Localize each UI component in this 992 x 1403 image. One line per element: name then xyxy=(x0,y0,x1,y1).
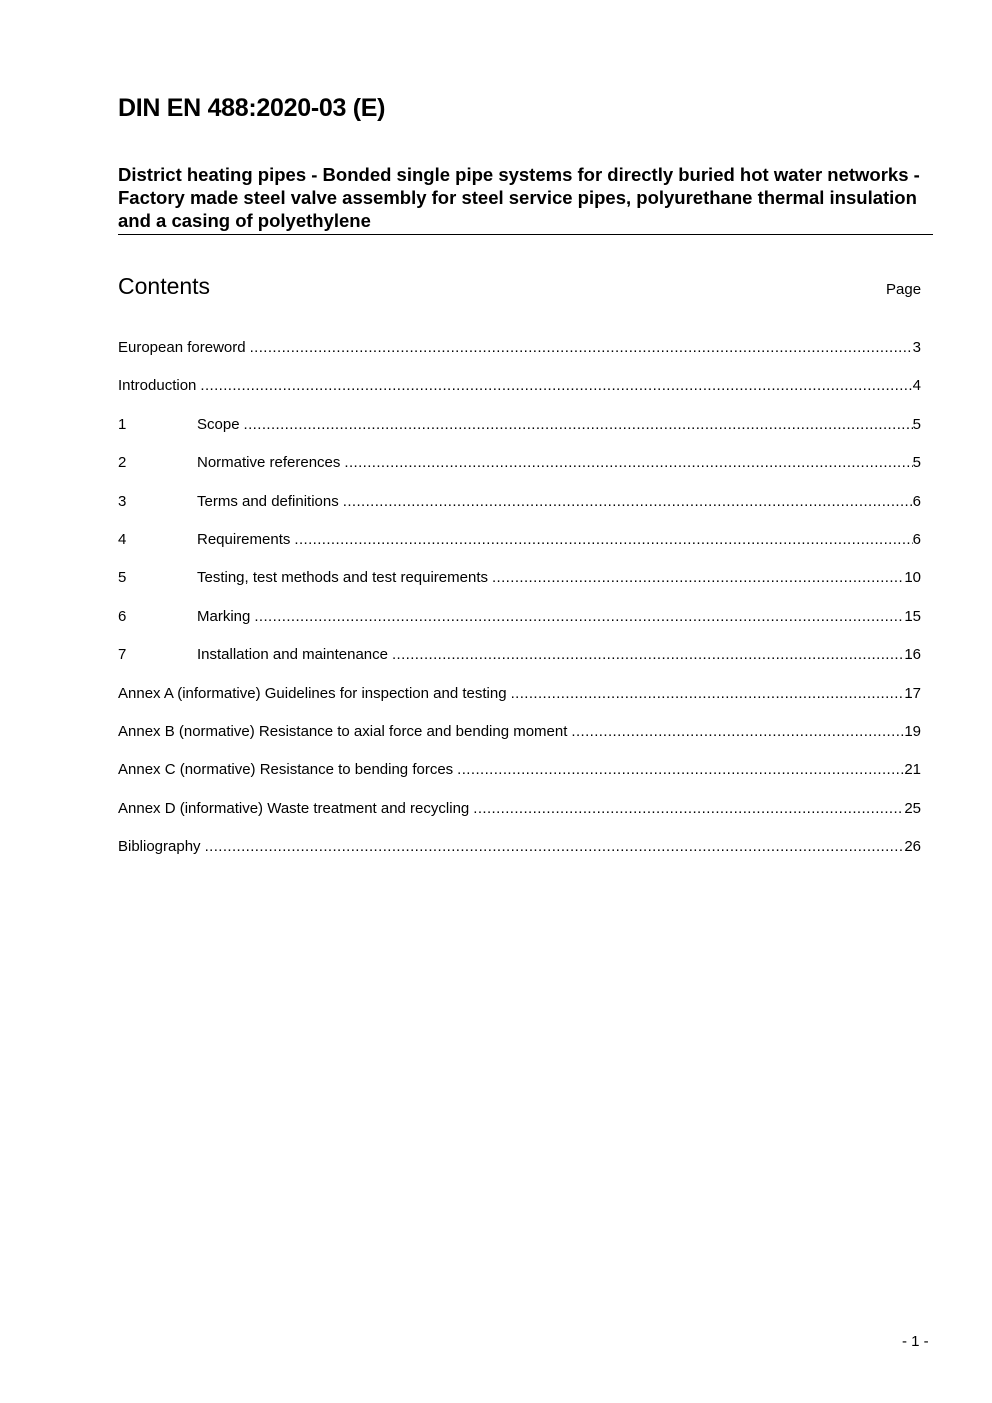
toc-entry-title: Installation and maintenance xyxy=(197,646,388,664)
toc-entry[interactable] xyxy=(118,799,921,837)
toc-entry-page: 16 xyxy=(904,646,921,664)
toc-entry[interactable] xyxy=(118,607,921,645)
toc-dot-leader xyxy=(473,799,904,819)
toc-entry-page: 10 xyxy=(904,569,921,587)
toc-dot-leader xyxy=(571,722,904,742)
toc-entry-title: Testing, test methods and test requirements xyxy=(197,569,488,587)
table-of-contents xyxy=(118,338,921,875)
toc-entry-title: Scope xyxy=(197,415,240,433)
toc-entry[interactable] xyxy=(118,684,921,722)
toc-entry-page: 3 xyxy=(912,339,921,356)
toc-entry-title: European foreword xyxy=(118,339,246,356)
toc-entry-number: 7 xyxy=(118,646,127,664)
toc-dot-leader xyxy=(392,645,904,665)
toc-entry-page: 6 xyxy=(912,492,921,510)
toc-entry[interactable] xyxy=(118,376,921,414)
toc-entry-page: 5 xyxy=(912,415,921,433)
toc-dot-leader xyxy=(294,530,912,550)
toc-dot-leader xyxy=(511,684,905,704)
toc-dot-leader xyxy=(244,415,913,435)
page-number-footer: - 1 - xyxy=(902,1333,929,1350)
toc-dot-leader xyxy=(205,837,905,857)
toc-entry-number: 6 xyxy=(118,607,127,625)
toc-entry-title: Requirements xyxy=(197,530,291,548)
toc-dot-leader xyxy=(457,760,904,780)
toc-entry-page: 21 xyxy=(904,761,921,779)
toc-dot-leader xyxy=(492,568,904,588)
toc-entry[interactable] xyxy=(118,338,921,376)
toc-entry-page: 17 xyxy=(904,684,921,702)
contents-heading: Contents xyxy=(118,273,211,299)
toc-entry-title: Normative references xyxy=(197,454,341,472)
toc-entry-title: Marking xyxy=(197,607,251,625)
toc-entry-page: 15 xyxy=(904,607,921,625)
toc-entry-title: Annex B (normative) Resistance to axial force and bending moment xyxy=(118,722,568,740)
toc-entry[interactable] xyxy=(118,645,921,683)
toc-entry-title: Terms and definitions xyxy=(197,492,339,510)
toc-entry-page: 4 xyxy=(912,377,921,395)
document-title: District heating pipes - Bonded single pipe systems for directly buried hot water networks - Factory made steel valve assembly for steel service pipes, polyurethane thermal insulation and a casing of polyethylene xyxy=(118,163,933,235)
toc-entry-page: 5 xyxy=(912,454,921,472)
toc-entry[interactable] xyxy=(118,837,921,875)
toc-entry-title: Annex C (normative) Resistance to bending forces xyxy=(118,761,454,779)
toc-entry[interactable] xyxy=(118,492,921,530)
toc-entry[interactable] xyxy=(118,530,921,568)
toc-entry[interactable] xyxy=(118,568,921,606)
page-column-label: Page xyxy=(886,281,922,298)
toc-entry-number: 1 xyxy=(118,415,127,433)
toc-entry-page: 6 xyxy=(912,530,921,548)
toc-entry[interactable] xyxy=(118,760,921,798)
toc-entry-number: 5 xyxy=(118,569,127,587)
toc-entry-title: Annex A (informative) Guidelines for inspection and testing xyxy=(118,684,507,702)
toc-dot-leader xyxy=(200,376,912,396)
toc-dot-leader xyxy=(344,453,912,473)
toc-entry[interactable] xyxy=(118,453,921,491)
toc-dot-leader xyxy=(250,338,913,358)
toc-entry-page: 19 xyxy=(904,722,921,740)
toc-entry-title: Introduction xyxy=(118,377,197,395)
toc-entry-page: 26 xyxy=(904,838,921,856)
toc-entry-number: 4 xyxy=(118,530,127,548)
toc-entry[interactable] xyxy=(118,722,921,760)
toc-entry-page: 25 xyxy=(904,799,921,817)
toc-dot-leader xyxy=(343,492,913,512)
toc-entry-number: 2 xyxy=(118,454,127,472)
toc-entry-title: Annex D (informative) Waste treatment and recycling xyxy=(118,799,470,817)
toc-dot-leader xyxy=(254,607,904,627)
toc-entry-number: 3 xyxy=(118,492,127,510)
document-id: DIN EN 488:2020-03 (E) xyxy=(118,94,386,122)
toc-entry-title: Bibliography xyxy=(118,838,201,856)
toc-entry[interactable] xyxy=(118,415,921,453)
